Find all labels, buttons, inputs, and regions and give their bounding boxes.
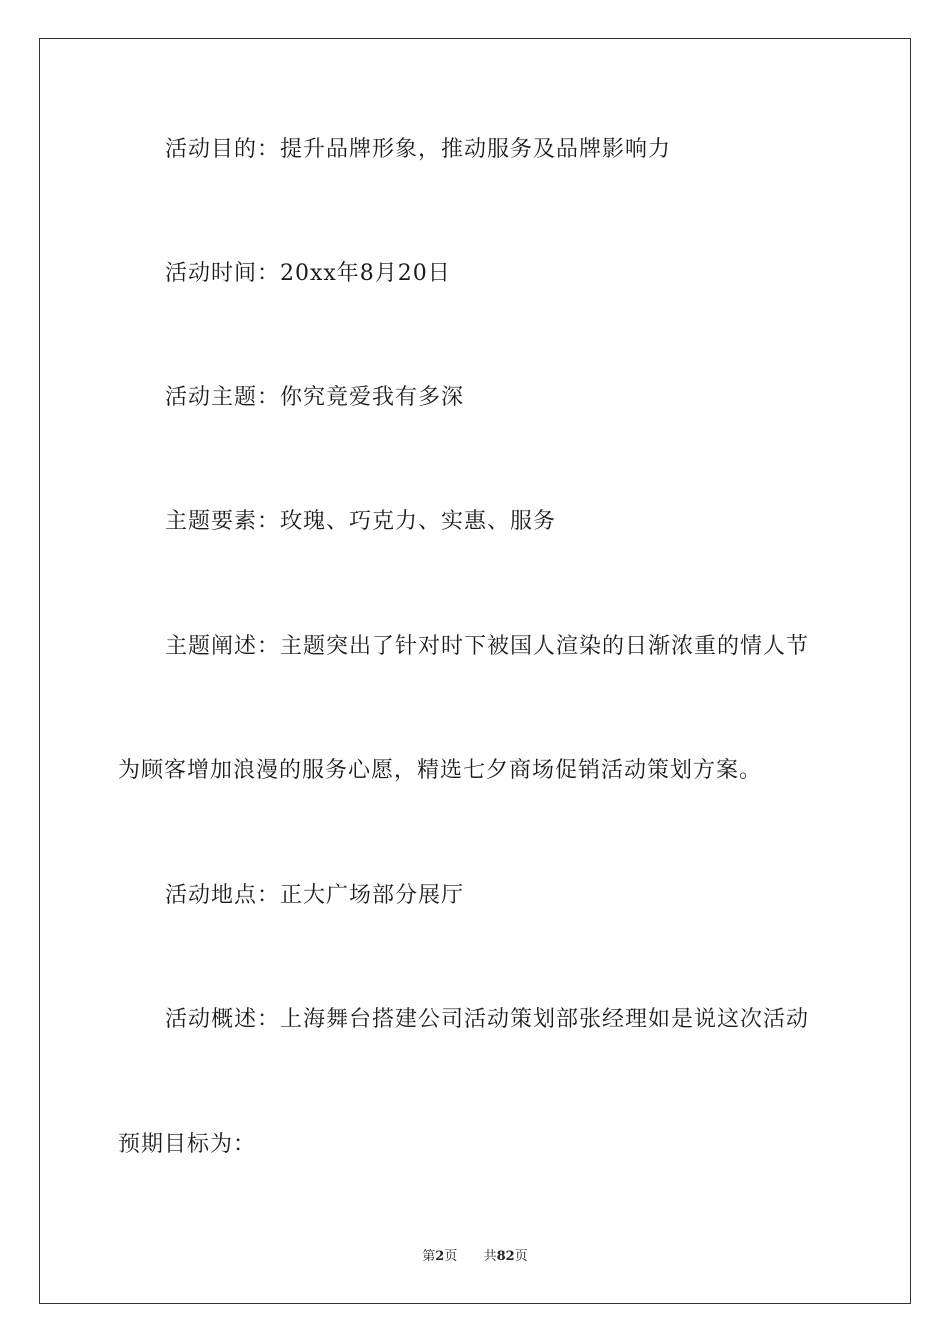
paragraph-activity-time: 活动时间：20xx年8月20日 [165, 261, 451, 286]
page-footer [0, 1248, 950, 1266]
current-page-number: 2 [435, 1249, 445, 1264]
paragraph-activity-purpose: 活动目的：提升品牌形象，推动服务及品牌影响力 [165, 137, 672, 162]
page-suffix: 页 [444, 1249, 458, 1264]
paragraph-theme-elements: 主题要素：玫瑰、巧克力、实惠、服务 [165, 509, 557, 534]
paragraph-theme-description-continued: 为顾客增加浪漫的服务心愿，精选七夕商场促销活动策划方案。 [118, 758, 763, 783]
total-page-count: 82 [496, 1249, 515, 1264]
paragraph-activity-location: 活动地点：正大广场部分展厅 [165, 883, 465, 908]
total-pages-label [484, 1249, 528, 1264]
page-number-label [422, 1249, 461, 1264]
page-border [39, 38, 911, 1304]
paragraph-activity-theme: 活动主题：你究竟爱我有多深 [165, 385, 465, 410]
paragraph-activity-overview-continued: 预期目标为： [118, 1132, 257, 1157]
total-prefix: 共 [483, 1249, 497, 1264]
total-suffix: 页 [514, 1249, 528, 1264]
page-prefix: 第 [422, 1249, 436, 1264]
paragraph-theme-description: 主题阐述：主题突出了针对时下被国人渲染的日渐浓重的情人节 [165, 634, 810, 659]
paragraph-activity-overview: 活动概述：上海舞台搭建公司活动策划部张经理如是说这次活动 [165, 1007, 810, 1032]
